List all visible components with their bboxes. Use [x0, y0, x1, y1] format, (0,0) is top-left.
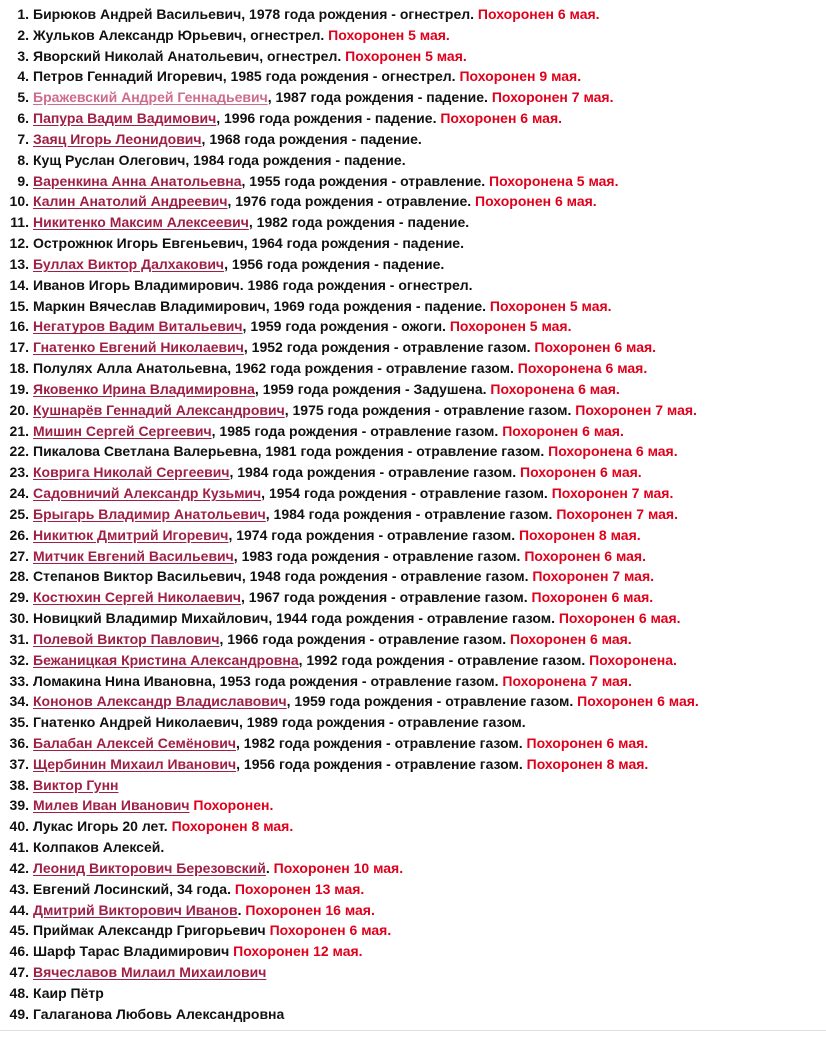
person-name-link[interactable]: Варенкина Анна Анатольевна: [33, 172, 242, 189]
burial-note: Похоронен 6 мая.: [265, 922, 392, 939]
burial-note: Похоронен 6 мая.: [498, 422, 624, 439]
item-number: 5.: [17, 89, 29, 106]
list-item: [0, 87, 826, 108]
list-item: [0, 691, 826, 712]
person-name-link[interactable]: Дмитрий Викторович Иванов: [33, 901, 238, 918]
person-name-link[interactable]: Садовничий Александр Кузьмич: [33, 485, 262, 502]
bottom-divider: [0, 1030, 826, 1031]
item-number: 20.: [9, 401, 29, 418]
list-item: [0, 254, 826, 275]
item-number: 27.: [9, 547, 29, 564]
list-item: [0, 733, 826, 754]
burial-note: Похоронен 12 мая.: [229, 943, 363, 960]
victims-list: [0, 4, 826, 1025]
item-number: 30.: [9, 610, 29, 627]
list-item: [0, 629, 826, 650]
person-details: , 1984 года рождения - падение.: [185, 151, 406, 168]
person-name: Полулях Алла Анатольевна: [33, 360, 228, 377]
person-name: Жульков Александр Юрьевич: [33, 26, 243, 43]
item-number: 16.: [9, 318, 29, 335]
item-number: 29.: [9, 589, 29, 606]
item-number: 38.: [9, 776, 29, 793]
item-number: 13.: [9, 255, 29, 272]
list-item: [0, 66, 826, 87]
person-details: , 1984 года рождения - отравление газом.: [229, 464, 517, 481]
list-item: [0, 233, 826, 254]
person-details: , 1966 года рождения - отравление газом.: [219, 630, 507, 647]
person-name-link[interactable]: Виктор Гунн: [33, 776, 119, 793]
burial-note: Похоронен 6 мая.: [436, 110, 562, 127]
burial-note: Похоронен 6 мая.: [530, 339, 657, 356]
list-item: [0, 983, 826, 1004]
person-details: , 1954 года рождения - отравление газом.: [261, 485, 548, 502]
person-name: Новицкий Владимир Михайлович: [33, 610, 269, 627]
person-details: , 1953 года рождения - отравление газом.: [211, 672, 499, 689]
item-number: 34.: [9, 693, 29, 710]
item-number: 33.: [9, 672, 29, 689]
list-item: [0, 212, 826, 233]
list-item: [0, 150, 826, 171]
burial-note: Похоронен 6 мая.: [522, 734, 649, 751]
person-details: , 1992 года рождения - отравление газом.: [298, 651, 586, 668]
list-item: [0, 296, 826, 317]
person-details: , 1978 года рождения - огнестрел.: [241, 6, 475, 22]
burial-note: Похоронен 10 мая.: [269, 859, 404, 876]
person-details: , 1984 года рождения - отравление газом.: [265, 505, 553, 522]
person-details: , 1976 года рождения - отравление.: [227, 193, 472, 210]
person-name: Каир Пётр: [33, 984, 104, 1001]
item-number: 15.: [9, 297, 29, 314]
person-details: , 1982 года рождения - отравление газом.: [236, 734, 523, 751]
list-item: [0, 900, 826, 921]
person-name: Ломакина Нина Ивановна: [33, 672, 212, 689]
person-name-link[interactable]: Полевой Виктор Павлович: [33, 630, 220, 647]
list-item: [0, 920, 826, 941]
burial-note: Похоронен 6 мая.: [573, 693, 699, 710]
person-name-link[interactable]: Коврига Николай Сергеевич: [33, 464, 230, 481]
person-name-link[interactable]: Мишин Сергей Сергеевич: [33, 422, 212, 439]
list-item: [0, 400, 826, 421]
person-details: , 1982 года рождения - падение.: [248, 214, 470, 231]
burial-note: Похоронена 5 мая.: [485, 172, 619, 189]
item-number: 41.: [9, 839, 29, 856]
person-name: Иванов Игорь Владимирович: [33, 276, 240, 293]
person-name-link[interactable]: Митчик Евгений Васильевич: [33, 547, 234, 564]
person-details: , 1964 года рождения - падение.: [243, 235, 464, 252]
burial-note: Похоронен 7 мая.: [528, 568, 654, 585]
item-number: 49.: [9, 1005, 29, 1022]
list-item: [0, 337, 826, 358]
person-details: , 1956 года рождения - отравление газом.: [236, 755, 523, 772]
burial-note: Похоронен 8 мая.: [522, 755, 649, 772]
burial-note: Похоронен 5 мая.: [341, 47, 467, 64]
person-name: Пикалова Светлана Валерьевна: [33, 443, 258, 460]
person-name-link[interactable]: Леонид Викторович Березовский: [33, 859, 266, 876]
person-name: Бирюков Андрей Васильевич: [33, 6, 242, 22]
item-number: 17.: [9, 339, 29, 356]
person-details: , 1956 года рождения - падение.: [224, 255, 445, 272]
item-number: 45.: [9, 922, 29, 939]
burial-note: Похоронен 5 мая.: [445, 318, 572, 335]
list-item: [0, 587, 826, 608]
person-details: , 1944 года рождения - отравление газом.: [268, 610, 555, 627]
person-details: , 1959 года рождения - ожоги.: [242, 318, 446, 335]
person-details: , 1959 года рождения - Задушена.: [254, 380, 487, 397]
item-number: 3.: [17, 47, 29, 64]
burial-note: Похоронен 6 мая.: [554, 610, 681, 627]
person-name-link[interactable]: Папура Вадим Вадимович: [33, 110, 217, 127]
person-details: , 1962 года рождения - отравление газом.: [227, 360, 514, 377]
list-item: [0, 191, 826, 212]
list-item: [0, 566, 826, 587]
item-number: 42.: [9, 859, 29, 876]
person-details: , огнестрел.: [242, 26, 325, 43]
list-item: [0, 962, 826, 983]
person-details: , 1969 года рождения - падение.: [265, 297, 487, 314]
burial-note: Похоронена 6 мая.: [544, 443, 678, 460]
person-details: , 1985 года рождения - огнестрел.: [222, 68, 456, 85]
item-number: 18.: [9, 360, 29, 377]
list-item: [0, 608, 826, 629]
burial-note: Похоронен.: [189, 797, 274, 814]
item-number: 6.: [17, 110, 29, 127]
list-item: [0, 379, 826, 400]
item-number: 7.: [17, 130, 29, 147]
item-number: 11.: [10, 214, 29, 231]
list-item: [0, 441, 826, 462]
list-item: [0, 941, 826, 962]
list-item: [0, 504, 826, 525]
burial-note: Похоронена.: [585, 651, 677, 668]
person-name-link[interactable]: Никитюк Дмитрий Игоревич: [33, 526, 229, 543]
burial-note: Похоронен 6 мая.: [520, 547, 646, 564]
person-details: , 1987 года рождения - падение.: [267, 89, 488, 106]
person-details: , 1981 года рождения - отравление газом.: [257, 443, 545, 460]
item-number: 24.: [9, 485, 29, 502]
item-number: 21.: [9, 422, 29, 439]
person-name: Гнатенко Андрей Николаевич: [33, 714, 240, 731]
person-details: , 1974 года рождения - отравление газом.: [228, 526, 516, 543]
person-name: Петров Геннадий Игоревич: [33, 68, 223, 85]
item-number: 37.: [9, 755, 29, 772]
item-number: 1.: [17, 6, 29, 22]
item-number: 22.: [9, 443, 29, 460]
item-number: 12.: [9, 235, 29, 252]
list-item: [0, 316, 826, 337]
list-item: [0, 4, 826, 25]
list-item: [0, 712, 826, 733]
item-number: 47.: [9, 964, 29, 981]
person-name-link[interactable]: Брыгарь Владимир Анатольевич: [33, 505, 266, 522]
person-name: Степанов Виктор Васильевич: [33, 568, 242, 585]
item-number: 25.: [9, 505, 29, 522]
item-number: 32.: [9, 651, 29, 668]
item-number: 23.: [9, 464, 29, 481]
list-item: [0, 483, 826, 504]
person-name-link[interactable]: Балабан Алексей Семёнович: [33, 734, 237, 751]
person-name-link[interactable]: Милев Иван Иванович: [33, 797, 190, 814]
burial-note: Похоронен 7 мая.: [571, 401, 697, 418]
burial-note: Похоронен 9 мая.: [455, 68, 582, 85]
list-item: [0, 129, 826, 150]
burial-note: Похоронена 6 мая.: [486, 380, 620, 397]
person-name-link[interactable]: Кононов Александр Владиславович: [33, 693, 287, 710]
list-item: [0, 650, 826, 671]
list-item: [0, 858, 826, 879]
person-name: Яворский Николай Анатольевич: [33, 47, 260, 64]
item-number: 39.: [9, 797, 29, 814]
item-number: 43.: [9, 880, 29, 897]
person-name-link[interactable]: Бежаницкая Кристина Александровна: [33, 651, 299, 668]
person-name: Евгений Лосинский, 34 года.: [33, 880, 231, 897]
item-number: 35.: [9, 714, 29, 731]
person-name-link[interactable]: Никитенко Максим Алексеевич: [33, 214, 249, 231]
item-number: 4.: [17, 68, 29, 85]
list-item: [0, 46, 826, 67]
burial-note: Похоронен 6 мая.: [516, 464, 642, 481]
list-item: [0, 546, 826, 567]
item-number: 28.: [9, 568, 29, 585]
item-number: 14.: [9, 276, 29, 293]
item-number: 31.: [9, 630, 29, 647]
item-number: 48.: [9, 984, 29, 1001]
person-details: , 1985 года рождения - отравление газом.: [211, 422, 499, 439]
list-item: [0, 837, 826, 858]
burial-note: Похоронен 6 мая.: [474, 6, 600, 22]
person-name-link[interactable]: Костюхин Сергей Николаевич: [33, 589, 242, 606]
list-item: [0, 525, 826, 546]
list-item: [0, 754, 826, 775]
list-item: [0, 816, 826, 837]
person-name-link[interactable]: Заяц Игорь Леонидович: [33, 130, 202, 147]
person-details: , 1959 года рождения - отравление газом.: [286, 693, 574, 710]
burial-note: Похоронен 7 мая.: [547, 485, 674, 502]
list-item: [0, 275, 826, 296]
person-details: , 1983 года рождения - отравление газом.: [233, 547, 521, 564]
person-details: , 1996 года рождения - падение.: [216, 110, 437, 127]
person-details: , 1955 года рождения - отравление.: [241, 172, 486, 189]
burial-note: Похоронен 6 мая.: [527, 589, 654, 606]
burial-note: Похоронен 7 мая.: [552, 505, 678, 522]
person-name-link[interactable]: Буллах Виктор Далхакович: [33, 255, 225, 272]
list-item: [0, 25, 826, 46]
burial-note: Похоронен 8 мая.: [167, 818, 294, 835]
list-item: [0, 795, 826, 816]
person-details: , 1968 года рождения - падение.: [201, 130, 422, 147]
list-item: [0, 462, 826, 483]
person-details: , 1989 года рождения - отравление газом.: [239, 714, 526, 731]
list-item: [0, 171, 826, 192]
burial-note: Похоронен 6 мая.: [471, 193, 597, 210]
item-number: 10.: [9, 193, 29, 210]
item-number: 26.: [9, 526, 29, 543]
burial-note: Похоронен 13 мая.: [230, 880, 365, 897]
burial-note: Похоронен 8 мая.: [515, 526, 641, 543]
person-details: .: [237, 901, 242, 918]
list-item: [0, 358, 826, 379]
person-details: , 1948 года рождения - отравление газом.: [241, 568, 529, 585]
person-name-link[interactable]: Негатуров Вадим Витальевич: [33, 318, 243, 335]
item-number: 40.: [9, 818, 29, 835]
list-item: [0, 108, 826, 129]
item-number: 2.: [17, 26, 29, 43]
burial-note: Похоронен 7 мая.: [487, 89, 614, 106]
list-item: [0, 879, 826, 900]
item-number: 44.: [9, 901, 29, 918]
burial-note: Похоронен 5 мая.: [324, 26, 450, 43]
list-item: [0, 1004, 826, 1025]
list-item: [0, 775, 826, 796]
person-name-link[interactable]: Вячеславов Милаил Михаилович: [33, 964, 267, 981]
person-details: . 1986 года рождения - огнестрел.: [239, 276, 473, 293]
burial-note: Похоронен 16 мая.: [241, 901, 375, 918]
person-name: Маркин Вячеслав Владимирович: [33, 297, 266, 314]
item-number: 19.: [9, 380, 29, 397]
person-name-link[interactable]: Кушнарёв Геннадий Александрович: [33, 401, 285, 418]
person-name: Приймак Александр Григорьевич: [33, 922, 266, 939]
person-name-link[interactable]: Яковенко Ирина Владимировна: [33, 380, 255, 397]
person-name: Острожнюк Игорь Евгеньевич: [33, 235, 244, 252]
person-name-link[interactable]: Щербинин Михаил Иванович: [33, 755, 237, 772]
burial-note: Похоронена 7 мая.: [498, 672, 632, 689]
person-name-link[interactable]: Бражевский Андрей Геннадьевич: [33, 89, 268, 106]
person-name-link[interactable]: Гнатенко Евгений Николаевич: [33, 339, 244, 356]
person-name: Галаганова Любовь Александровна: [33, 1005, 285, 1022]
person-details: .: [265, 859, 270, 876]
burial-note: Похоронен 5 мая.: [486, 297, 612, 314]
person-name: Колпаков Алексей.: [33, 839, 165, 856]
person-details: , 1975 года рождения - отравление газом.: [284, 401, 572, 418]
item-number: 36.: [9, 734, 29, 751]
burial-note: Похоронена 6 мая.: [513, 360, 648, 377]
person-name: Шарф Тарас Владимирович: [33, 943, 230, 960]
list-item: [0, 421, 826, 442]
person-name-link[interactable]: Калин Анатолий Андреевич: [33, 193, 228, 210]
burial-note: Похоронен 6 мая.: [506, 630, 632, 647]
person-details: , 1967 года рождения - отравление газом.: [241, 589, 528, 606]
person-name: Лукас Игорь 20 лет.: [33, 818, 168, 835]
person-name: Кущ Руслан Олегович: [33, 151, 186, 168]
person-details: , 1952 года рождения - отравление газом.: [243, 339, 531, 356]
person-details: , огнестрел.: [259, 47, 342, 64]
item-number: 8.: [17, 151, 29, 168]
item-number: 9.: [17, 172, 29, 189]
item-number: 46.: [9, 943, 29, 960]
list-item: [0, 671, 826, 692]
